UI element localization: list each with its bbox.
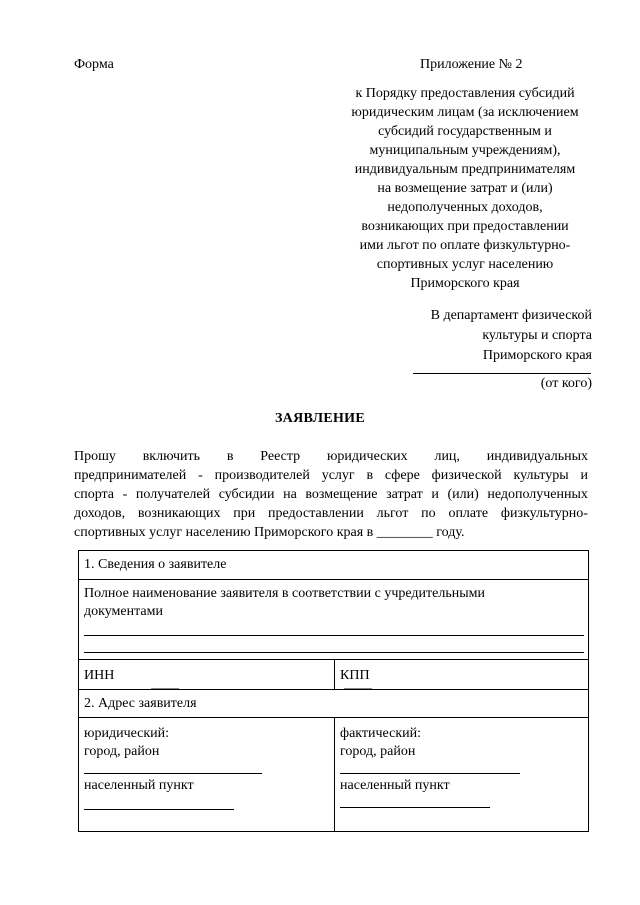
paragraph-word: предоставлении [268, 506, 364, 521]
applicant-form-table [78, 550, 589, 832]
paragraph-word: спорта [74, 487, 115, 502]
legal-address-label: юридический: [84, 726, 170, 741]
form-label: Форма [74, 57, 114, 72]
paragraph-word: при [233, 506, 256, 521]
actual-city-fill-line[interactable] [340, 773, 520, 774]
paragraph-word: включить [142, 449, 201, 464]
table-divider [79, 579, 588, 580]
actual-city-district-label: город, район [340, 744, 416, 759]
paragraph-word: недополученных [487, 487, 588, 502]
document-title: ЗАЯВЛЕНИЕ [274, 411, 365, 426]
appendix-line: субсидий государственным и [378, 124, 552, 139]
paragraph-word: - [122, 487, 128, 502]
appendix-line: к Порядку предоставления субсидий [355, 86, 575, 101]
paragraph-line [74, 523, 588, 542]
paragraph-word: возникающих [137, 506, 221, 521]
section1-title: 1. Сведения о заявителе [84, 557, 227, 572]
paragraph-word: услуг [321, 468, 355, 483]
table-divider [79, 689, 588, 690]
appendix-line: недополученных доходов, [387, 200, 543, 215]
paragraph-word: предпринимателей [74, 468, 187, 483]
paragraph-word: производителей [214, 468, 310, 483]
paragraph-word: индивидуальных [486, 449, 588, 464]
paragraph-word: на [283, 487, 297, 502]
paragraph-word: (или) [447, 487, 479, 502]
paragraph-word: субсидии [218, 487, 275, 502]
paragraph-word: по [421, 506, 436, 521]
request-paragraph [74, 447, 588, 542]
paragraph-word: в [366, 468, 374, 483]
actual-address-label: фактический: [340, 726, 422, 741]
legal-city-fill-line[interactable] [84, 773, 262, 774]
paragraph-word: получателей [135, 487, 211, 502]
full-name-fill-line[interactable] [84, 652, 584, 653]
appendix-line: возникающих при предоставлении [361, 219, 569, 234]
paragraph-word: юридических [326, 449, 408, 464]
paragraph-word: физкультурно- [500, 506, 588, 521]
paragraph-word: лиц, [434, 449, 460, 464]
appendix-title: Приложение № 2 [420, 57, 523, 72]
paragraph-line [74, 447, 588, 466]
kpp-label: КПП [340, 668, 370, 683]
full-name-fill-line[interactable] [84, 635, 584, 636]
paragraph-word: оплате [448, 506, 489, 521]
from-label: (от кого) [540, 376, 592, 391]
appendix-line: юридическим лицам (за исключением [351, 105, 579, 120]
paragraph-line [74, 504, 588, 523]
section2-title: 2. Адрес заявителя [84, 696, 197, 711]
legal-locality-fill-line[interactable] [84, 809, 234, 810]
actual-locality-label: населенный пункт [340, 778, 450, 793]
paragraph-word: и [580, 468, 588, 483]
paragraph-word: спортивных услуг населению Приморского края в ________ году. [74, 525, 465, 540]
appendix-line: муниципальным учреждениям), [369, 143, 561, 158]
paragraph-word: доходов, [74, 506, 126, 521]
paragraph-word: Реестр [260, 449, 301, 464]
paragraph-word: в [226, 449, 234, 464]
addressee-line: В департамент физической [430, 308, 592, 323]
full-name-label-cont: документами [84, 604, 163, 619]
addressee-line: Приморского края [482, 348, 592, 363]
addressee-line: культуры и спорта [482, 328, 592, 343]
paragraph-line [74, 466, 588, 485]
addressee-block [380, 306, 592, 366]
paragraph-word: культуры [513, 468, 569, 483]
full-name-label: Полное наименование заявителя в соответствии с учредительными [84, 586, 486, 601]
paragraph-word: и [431, 487, 439, 502]
appendix-line: индивидуальным предпринимателям [354, 162, 576, 177]
legal-locality-label: населенный пункт [84, 778, 194, 793]
table-column-divider [334, 717, 335, 832]
paragraph-line [74, 485, 588, 504]
paragraph-word: льгот [376, 506, 409, 521]
appendix-line: спортивных услуг населению [376, 257, 554, 272]
appendix-line: на возмещение затрат и (или) [377, 181, 553, 196]
inn-label: ИНН [84, 668, 115, 683]
paragraph-word: - [198, 468, 203, 483]
actual-locality-fill-line[interactable] [340, 807, 490, 808]
from-fill-line [413, 373, 591, 374]
table-column-divider [334, 659, 335, 689]
paragraph-word: затрат [386, 487, 423, 502]
appendix-line: Приморского края [410, 276, 520, 291]
paragraph-word: Прошу [74, 449, 116, 464]
appendix-description [330, 84, 600, 293]
paragraph-word: физической [431, 468, 502, 483]
legal-city-district-label: город, район [84, 744, 160, 759]
appendix-line: ими льгот по оплате физкультурно- [359, 238, 571, 253]
paragraph-word: возмещение [305, 487, 378, 502]
paragraph-word: сфере [384, 468, 420, 483]
